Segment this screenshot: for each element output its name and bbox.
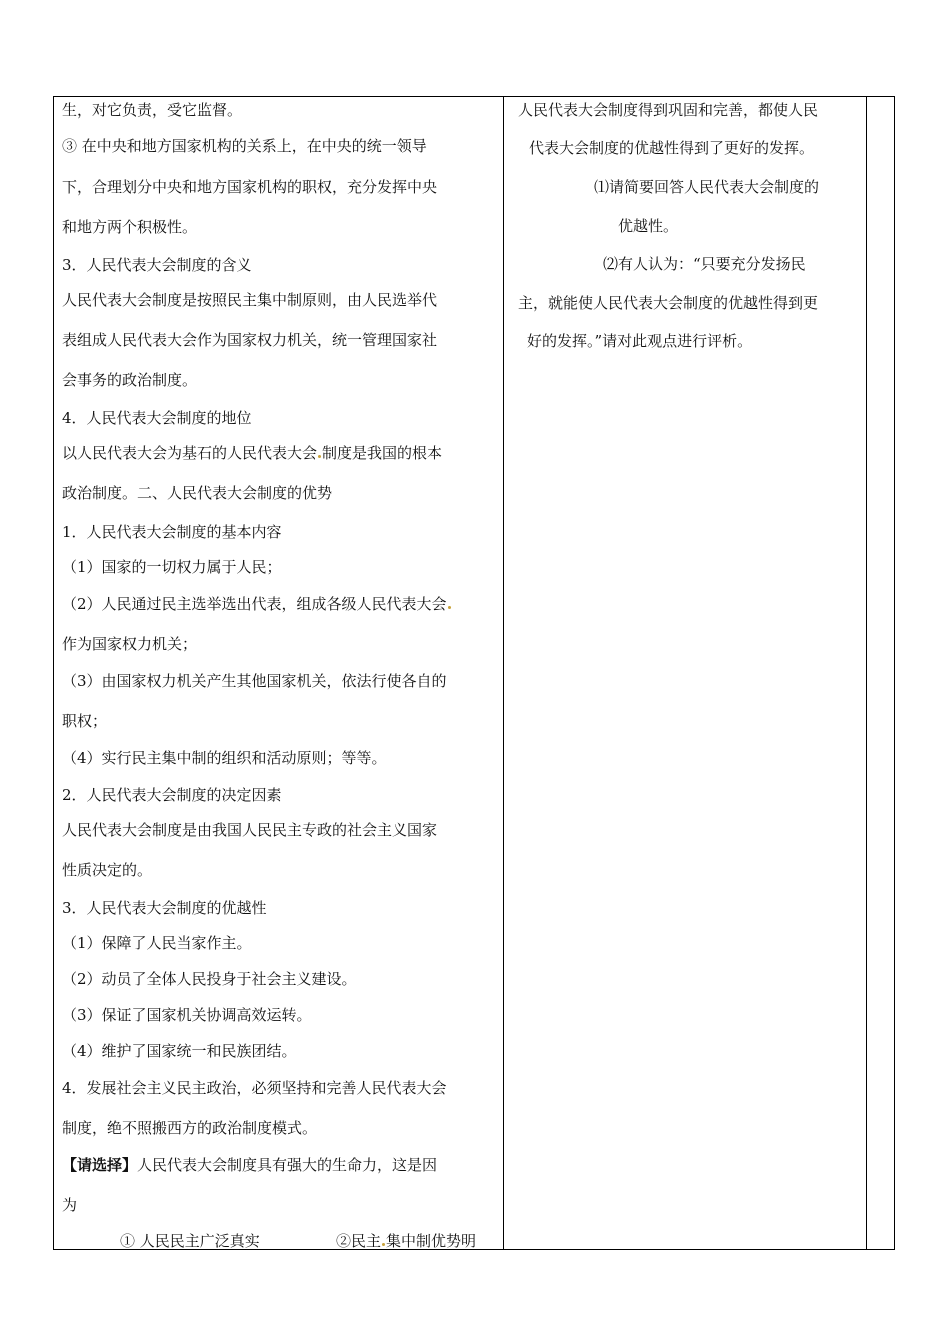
question-line bbox=[62, 1155, 437, 1175]
list-item: （4）维护了国家统一和民族团结。 bbox=[62, 1042, 297, 1060]
question-item-1: ⑴请简要回答人民代表大会制度的 bbox=[594, 178, 820, 196]
text-line: 生，对它负责，受它监督。 bbox=[62, 101, 243, 119]
text-line: 职权； bbox=[62, 712, 108, 730]
text-line: 人民代表大会制度是按照民主集中制原则，由人民选举代 bbox=[62, 291, 438, 309]
edit-mark bbox=[382, 1243, 385, 1246]
text-line bbox=[62, 443, 442, 463]
list-item bbox=[62, 594, 452, 614]
text-line: 会事务的政治制度。 bbox=[62, 371, 198, 389]
question-item-2: ⑵有人认为：“只要充分发扬民 bbox=[603, 255, 806, 273]
text-line: 人民代表大会制度得到巩固和完善，都使人民 bbox=[518, 101, 819, 119]
list-item: （3）保证了国家机关协调高效运转。 bbox=[62, 1006, 312, 1024]
text-line: 主，就能使人民代表大会制度的优越性得到更 bbox=[518, 294, 819, 312]
list-item: （4）实行民主集中制的组织和活动原则；等等。 bbox=[62, 749, 387, 767]
option-1: ① 人民民主广泛真实 bbox=[120, 1232, 260, 1250]
text-line: 制度，绝不照搬西方的政治制度模式。 bbox=[62, 1119, 318, 1137]
list-item: （2）动员了全体人民投身于社会主义建设。 bbox=[62, 970, 357, 988]
text-line: 代表大会制度的优越性得到了更好的发挥。 bbox=[529, 139, 815, 157]
text-line: 政治制度。二、人民代表大会制度的优势 bbox=[62, 484, 333, 502]
text-line: 表组成人民代表大会作为国家权力机关，统一管理国家社 bbox=[62, 331, 438, 349]
text-segment: 集中制优势明 bbox=[386, 1232, 477, 1250]
section-heading: 1．人民代表大会制度的基本内容 bbox=[62, 523, 282, 541]
text-line: 和地方两个积极性。 bbox=[62, 218, 198, 236]
text-segment: 制度是我国的根本 bbox=[322, 444, 443, 462]
list-item: （1）国家的一切权力属于人民； bbox=[62, 558, 282, 576]
text-line: 好的发挥。”请对此观点进行评析。 bbox=[527, 332, 753, 350]
section-heading: 3．人民代表大会制度的含义 bbox=[62, 256, 252, 274]
text-line: 人民代表大会制度是由我国人民民主专政的社会主义国家 bbox=[62, 821, 438, 839]
column-divider-1 bbox=[503, 96, 504, 1250]
text-segment: 以人民代表大会为基石的人民代表大会 bbox=[62, 444, 318, 462]
text-line: ③ 在中央和地方国家机构的关系上，在中央的统一领导 bbox=[62, 137, 427, 155]
text-line: 性质决定的。 bbox=[62, 861, 153, 879]
text-segment: 人民代表大会制度具有强大的生命力，这是因 bbox=[137, 1156, 438, 1174]
list-item: （3）由国家权力机关产生其他国家机关，依法行使各自的 bbox=[62, 672, 447, 690]
edit-mark bbox=[318, 455, 321, 458]
text-line: 作为国家权力机关； bbox=[62, 635, 198, 653]
section-heading: 4．人民代表大会制度的地位 bbox=[62, 409, 252, 427]
text-segment: ②民主 bbox=[336, 1232, 382, 1250]
question-tag: 【请选择】 bbox=[62, 1156, 138, 1174]
section-heading: 3．人民代表大会制度的优越性 bbox=[62, 899, 267, 917]
column-divider-2 bbox=[866, 96, 867, 1250]
text-line: 为 bbox=[62, 1196, 78, 1214]
text-line: 下，合理划分中央和地方国家机构的职权，充分发挥中央 bbox=[62, 178, 438, 196]
text-line: 优越性。 bbox=[618, 217, 679, 235]
list-item: （1）保障了人民当家作主。 bbox=[62, 934, 252, 952]
text-segment: （2）人民通过民主选举选出代表，组成各级人民代表大会 bbox=[62, 595, 447, 613]
edit-mark bbox=[448, 606, 451, 609]
option-2 bbox=[336, 1231, 476, 1251]
section-heading: 2．人民代表大会制度的决定因素 bbox=[62, 786, 282, 804]
section-heading: 4．发展社会主义民主政治，必须坚持和完善人民代表大会 bbox=[62, 1079, 447, 1097]
